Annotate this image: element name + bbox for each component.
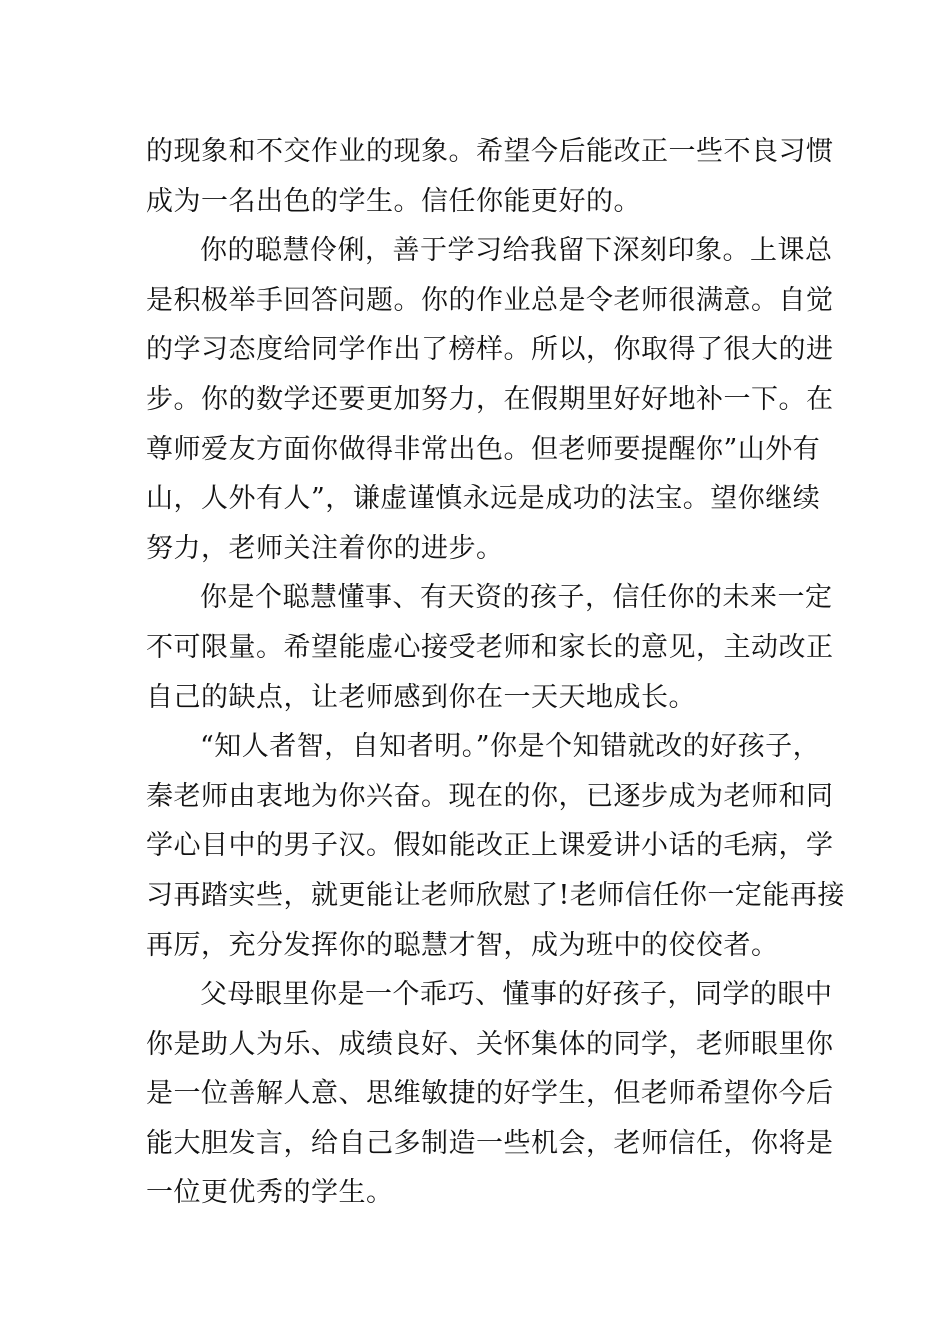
paragraph-line: 的现象和不交作业的现象。希望今后能改正一些不良习惯 — [146, 136, 834, 167]
paragraph-line: 父母眼里你是一个乖巧、懂事的好孩子，同学的眼中 — [200, 979, 833, 1011]
paragraph-line: 能大胆发言，给自己多制造一些机会，老师信任，你将是 — [146, 1127, 834, 1159]
paragraph-line: 学心目中的男子汉。假如能改正上课爱讲小话的毛病，学 — [146, 830, 834, 862]
paragraph-line: 习再踏实些，就更能让老师欣慰了!老师信任你一定能再接 — [146, 879, 845, 911]
paragraph-line: 你的聪慧伶俐，善于学习给我留下深刻印象。上课总 — [200, 235, 833, 267]
paragraph-line: 再厉，充分发挥你的聪慧才智，成为班中的佼佼者。 — [146, 929, 779, 961]
paragraph-line: 尊师爱友方面你做得非常出色。但老师要提醒你”山外有 — [146, 433, 821, 465]
paragraph-line: 的学习态度给同学作出了榜样。所以，你取得了很大的进 — [146, 334, 834, 366]
paragraph-2 — [146, 226, 834, 573]
paragraph-line: 你是个聪慧懂事、有天资的孩子，信任你的未来一定 — [200, 582, 833, 614]
paragraph-line: 成为一名出色的学生。信任你能更好的。 — [146, 185, 641, 217]
paragraph-line: 你是助人为乐、成绩良好、关怀集体的同学，老师眼里你 — [146, 1028, 834, 1060]
paragraph-line: 是一位善解人意、思维敏捷的好学生，但老师希望你今后 — [146, 1078, 834, 1110]
paragraph-line: 自己的缺点，让老师感到你在一天天地成长。 — [146, 681, 696, 713]
paragraph-line: 是积极举手回答问题。你的作业总是令老师很满意。自觉 — [146, 284, 834, 316]
paragraph-line: 山，人外有人”，谦虚谨慎永远是成功的法宝。望你继续 — [146, 483, 821, 515]
paragraph-line: 步。你的数学还要更加努力，在假期里好好地补一下。在 — [146, 383, 834, 415]
paragraph-line: “知人者智，自知者明。”你是个知错就改的好孩子， — [200, 731, 821, 763]
paragraph-line: 一位更优秀的学生。 — [146, 1177, 394, 1209]
paragraph-3 — [146, 573, 834, 722]
paragraph-5 — [146, 970, 834, 1218]
paragraph-line: 秦老师由衷地为你兴奋。现在的你，已逐步成为老师和同 — [146, 780, 834, 812]
document-body — [146, 127, 845, 1218]
paragraph-4 — [146, 722, 845, 970]
paragraph-line: 努力，老师关注着你的进步。 — [146, 532, 504, 564]
paragraph-line: 不可限量。希望能虚心接受老师和家长的意见，主动改正 — [146, 631, 834, 663]
paragraph-1 — [146, 127, 834, 226]
